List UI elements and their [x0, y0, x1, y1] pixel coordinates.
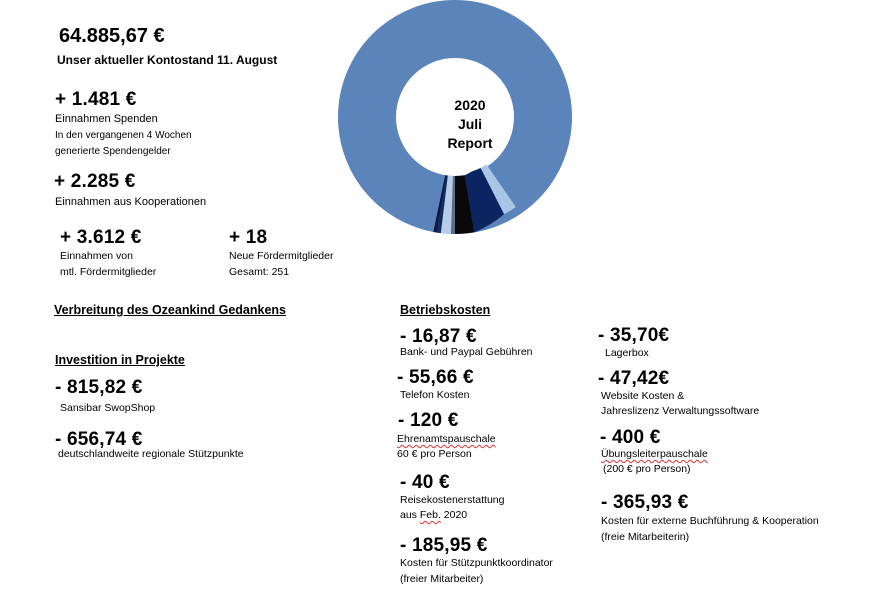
cooperations-amount: + 2.285 €	[54, 171, 136, 192]
cost-coordinator-label-1: Kosten für Stützpunktkoordinator	[400, 557, 553, 569]
cost-website-label-1: Website Kosten &	[601, 390, 685, 402]
cost-bookkeeping-label-2: (freie Mitarbeiterin)	[601, 531, 690, 543]
investment-item-2-amount: - 656,74 €	[55, 429, 143, 450]
costs-heading: Betriebskosten	[400, 303, 491, 317]
cost-storage-amount: - 35,70€	[598, 325, 670, 346]
cost-trainer-label: Übungsleiterpauschale	[601, 448, 708, 460]
investment-item-2-label: deutschlandweite regionale Stützpunkte	[58, 448, 244, 460]
cost-coordinator-amount: - 185,95 €	[400, 535, 488, 556]
cost-honor-sub: 60 € pro Person	[397, 448, 472, 460]
donations-desc-1: In den vergangenen 4 Wochen	[55, 130, 192, 141]
new-members-line-2: Gesamt: 251	[229, 266, 290, 278]
donut-month: Juli	[457, 116, 483, 132]
cost-storage-label: Lagerbox	[605, 347, 649, 359]
members-income-line-2: mtl. Fördermitglieder	[60, 266, 157, 278]
cost-travel-label-2	[400, 508, 467, 523]
cost-travel-feb: Feb.	[419, 509, 441, 521]
cost-website-amount: - 47,42€	[598, 368, 670, 389]
investment-item-1-label: Sansibar SwopShop	[60, 402, 156, 414]
cost-travel-amount: - 40 €	[400, 472, 450, 493]
cost-bookkeeping-amount: - 365,93 €	[601, 492, 689, 513]
balance-amount: 64.885,67 €	[59, 25, 165, 47]
donut-year: 2020	[454, 97, 486, 113]
cost-phone-label: Telefon Kosten	[400, 389, 470, 401]
donations-title: Einnahmen Spenden	[55, 113, 158, 125]
cost-travel-post: 2020	[440, 509, 468, 521]
members-income-line-1: Einnahmen von	[60, 250, 133, 262]
cost-website-label-2: Jahreslizenz Verwaltungssoftware	[601, 405, 760, 417]
cost-bank-label: Bank- und Paypal Gebühren	[400, 346, 533, 358]
donut-label	[405, 96, 535, 153]
donations-amount: + 1.481 €	[55, 89, 137, 110]
cost-travel-label-1: Reisekostenerstattung	[400, 494, 505, 506]
cost-coordinator-label-2: (freier Mitarbeiter)	[400, 573, 484, 585]
members-income-amount: + 3.612 €	[60, 227, 142, 248]
investment-item-1-amount: - 815,82 €	[55, 377, 143, 398]
cost-trainer-amount: - 400 €	[600, 427, 661, 448]
donations-desc-2: generierte Spendengelder	[55, 146, 171, 157]
cooperations-title: Einnahmen aus Kooperationen	[55, 196, 207, 208]
cost-bookkeeping-label-1: Kosten für externe Buchführung & Kooperation	[601, 515, 819, 527]
spread-heading: Verbreitung des Ozeankind Gedankens	[54, 303, 287, 317]
cost-phone-amount: - 55,66 €	[397, 367, 474, 388]
cost-bank-amount: - 16,87 €	[400, 326, 477, 347]
cost-travel-pre: aus	[400, 509, 420, 521]
new-members-amount: + 18	[229, 227, 268, 248]
new-members-line-1: Neue Fördermitglieder	[229, 250, 334, 262]
donut-report: Report	[447, 135, 493, 151]
balance-label: Unser aktueller Kontostand 11. August	[57, 53, 278, 67]
cost-honor-amount: - 120 €	[398, 410, 459, 431]
cost-honor-label: Ehrenamtspauschale	[397, 433, 496, 445]
cost-trainer-sub: (200 € pro Person)	[603, 463, 691, 475]
investment-heading: Investition in Projekte	[55, 353, 185, 367]
